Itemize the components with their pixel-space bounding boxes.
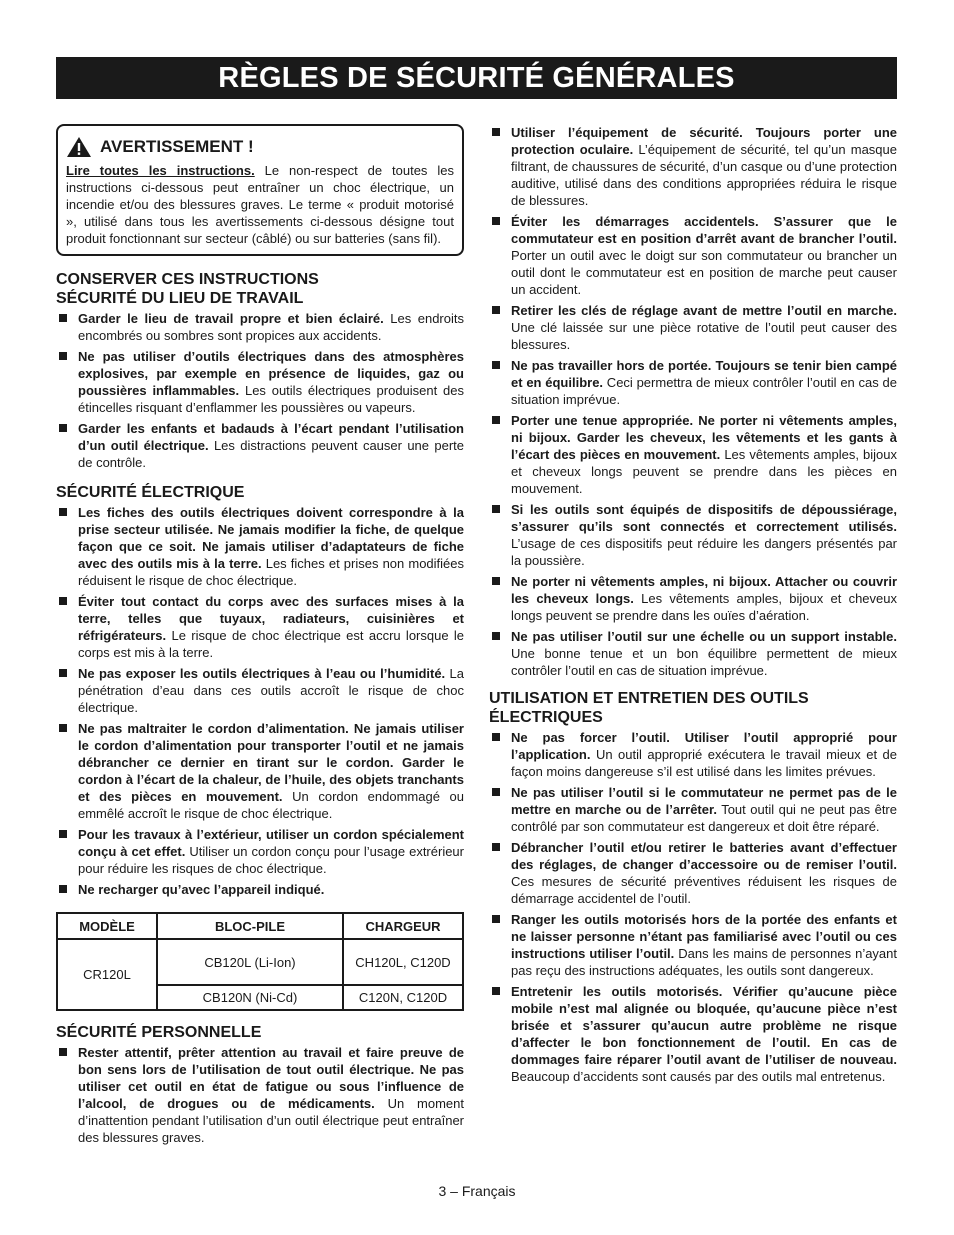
list-item: Garder le lieu de travail propre et bien éclairé. Les endroits encombrés ou sombres sont propices aux accidents. [56, 310, 464, 344]
list-item: Porter une tenue appropriée. Ne porter ni vêtements amples, ni bijoux. Garder les cheveux, les vêtements et les gants à l’écart des pièces en mouvement. Les vêtements amples, bijoux et cheveux longs peuvent se prendre dans les pièces en mouvement. [489, 412, 897, 497]
warning-heading: AVERTISSEMENT ! [100, 137, 254, 156]
table-header-model: MODÈLE [57, 913, 157, 939]
list-item: Les fiches des outils électriques doivent correspondre à la prise secteur utilisée. Ne jamais modifier la fiche, de quelque façon que ce soit. Ne jamais utiliser d’adaptateurs de fiche avec des outils mis à la terre. Les fiches et prises non modifiées réduisent le risque de choc électrique. [56, 504, 464, 589]
table-cell-pack: CB120N (Ni-Cd) [157, 985, 343, 1010]
list-item: Ne pas utiliser l’outil si le commutateur ne permet pas de le mettre en marche ou de l’arrêter. Tout outil qui ne peut pas être contrôlé par son commutateur est dangereux et doit être réparé. [489, 784, 897, 835]
list-personnelle [56, 1044, 464, 1146]
section-heading-personnelle: SÉCURITÉ PERSONNELLE [56, 1024, 262, 1041]
battery-charger-table [56, 912, 464, 1011]
list-item: Pour les travaux à l’extérieur, utiliser un cordon spécialement conçu à cet effet. Utiliser un cordon conçu pour l’usage extrérieur pour réduire les risques de choc électrique. [56, 826, 464, 877]
list-item: Si les outils sont équipés de dispositifs de dépoussiérage, s’assurer qu’ils sont connectés et correctement utilisés. L’usage de ces dispositifs peut réduire les dangers présentés par la poussière. [489, 501, 897, 569]
list-item: Ne porter ni vêtements amples, ni bijoux. Attacher ou couvrir les cheveux longs. Les vêtements amples, bijoux et cheveux longs peuvent se prendre dans les ouïes d’aération. [489, 573, 897, 624]
warning-box [56, 124, 464, 256]
list-personnelle-continued [489, 124, 897, 679]
list-electrique [56, 504, 464, 898]
section-heading-conserver: CONSERVER CES INSTRUCTIONS [56, 271, 319, 288]
list-item: Ne pas forcer l’outil. Utiliser l’outil approprié pour l’application. Un outil approprié exécutera le travail mieux et de façon moins dangereuse s’il est utilisé dans les limites prévues. [489, 729, 897, 780]
list-item: Éviter tout contact du corps avec des surfaces mises à la terre, telles que tuyaux, radiateurs, cuisinières et réfrigérateurs. Le risque de choc électrique est accru lorsque le corps est mis à la terre. [56, 593, 464, 661]
right-column [489, 124, 897, 1089]
table-cell-charger: C120N, C120D [343, 985, 463, 1010]
list-item: Éviter les démarrages accidentels. S’assurer que le commutateur est en position d’arrêt avant de brancher l’outil. Porter un outil avec le doigt sur son commutateur ou brancher un outil dont le commutateur est en position de marche peut causer un accident. [489, 213, 897, 298]
table-cell-model: CR120L [57, 939, 157, 1010]
list-item: Ne pas utiliser d’outils électriques dans des atmosphères explosives, par exemple en présence de liquides, gaz ou poussières inflammables. Les outils électriques produisent des étincelles risquant d’enflammer les poussières ou vapeurs. [56, 348, 464, 416]
list-item: Ne pas utiliser l’outil sur une échelle ou un support instable. Une bonne tenue et un bon équilibre permettent de mieux contrôler l’outil en cas de situation imprévue. [489, 628, 897, 679]
list-item: Retirer les clés de réglage avant de mettre l’outil en marche. Une clé laissée sur une pièce rotative de l’outil peut causer des blessures. [489, 302, 897, 353]
list-item: Ranger les outils motorisés hors de la portée des enfants et ne laisser personne n’étant pas familiarisé avec l’outil ou ces instructions utiliser l’outil. Dans les mains de personnes n’ayant pas reçu des instructions adéquates, les outils sont dangereux. [489, 911, 897, 979]
list-item: Ne pas travailler hors de portée. Toujours se tenir bien campé et en équilibre. Ceci permettra de mieux contrôler l’outil en cas de situation imprévue. [489, 357, 897, 408]
table-header-pack: BLOC-PILE [157, 913, 343, 939]
page-title: RÈGLES DE SÉCURITÉ GÉNÉRALES [56, 57, 897, 99]
section-heading-electrique: SÉCURITÉ ÉLECTRIQUE [56, 484, 245, 501]
list-item: Entretenir les outils motorisés. Vérifier qu’aucune pièce mobile n’est mal alignée ou bloquée, qu’aucune pièce n’est brisée et s’assurer qu’aucun autre problème ne risque d’affecter le bon fonctionnement de l’outil. En cas de dommages faire réparer l’outil avant de l’utiliser de nouveau. Beaucoup d’accidents sont causés par des outils mal entretenus. [489, 983, 897, 1085]
list-utilisation [489, 729, 897, 1085]
table-cell-pack: CB120L (Li-Ion) [157, 939, 343, 985]
list-item: Rester attentif, prêter attention au travail et faire preuve de bon sens lors de l’utilisation de tout outil électrique. Ne pas utiliser cet outil en état de fatigue ou sous l’influence de l’alcool, de drogues ou de médicaments. Un moment d’inattention pendant l’utilisation d’un outil électrique peut entraîner des blessures graves. [56, 1044, 464, 1146]
table-header-charger: CHARGEUR [343, 913, 463, 939]
warning-triangle-icon [66, 136, 92, 158]
list-item: Ne pas maltraiter le cordon d’alimentation. Ne jamais utiliser le cordon d’alimentation pour transporter l’outil et ne jamais débrancher ce dernier en tirant sur le cordon. Garder le cordon à l’écart de la chaleur, de l’huile, des objets tranchants et des pièces en mouvement. Un cordon endommagé ou emmêlé accroît le risque de choc électrique. [56, 720, 464, 822]
section-heading-utilisation: UTILISATION ET ENTRETIEN DES OUTILS ÉLECTRIQUES [489, 690, 809, 726]
list-item: Débrancher l’outil et/ou retirer le batteries avant d’effectuer des réglages, de changer d’accessoire ou de remiser l’outil. Ces mesures de sécurité préventives réduisent les risques de démarrage accidentel de l’outil. [489, 839, 897, 907]
table-cell-charger: CH120L, C120D [343, 939, 463, 985]
list-item: Ne recharger qu’avec l’appareil indiqué. [56, 881, 464, 898]
left-column [56, 124, 464, 1150]
list-item: Ne pas exposer les outils électriques à l’eau ou l’humidité. La pénétration d’eau dans ces outils accroît le risque de choc électrique. [56, 665, 464, 716]
list-lieu [56, 310, 464, 471]
list-item: Garder les enfants et badauds à l’écart pendant l’utilisation d’un outil électrique. Les distractions peuvent causer une perte de contrôle. [56, 420, 464, 471]
section-heading-lieu: SÉCURITÉ DU LIEU DE TRAVAIL [56, 290, 304, 307]
page-footer: 3 – Français [438, 1183, 516, 1199]
warning-text: Lire toutes les instructions. Le non-respect de toutes les instructions ci-dessous peut entraîner un choc électrique, un incendie et/ou des blessures graves. Le terme « produit motorisé », utilisé dans tous les avertissements ci-dessous désigne tout produit fonctionnant sur secteur (câblé) ou sur batteries (sans fil). [66, 163, 454, 246]
list-item: Utiliser l’équipement de sécurité. Toujours porter une protection oculaire. L’équipement de sécurité, tel qu’un masque filtrant, de chaussures de sécurité, d’un casque ou d’une protection auditive, utilisé dans des conditions appropriées réduira le risque de blessures. [489, 124, 897, 209]
